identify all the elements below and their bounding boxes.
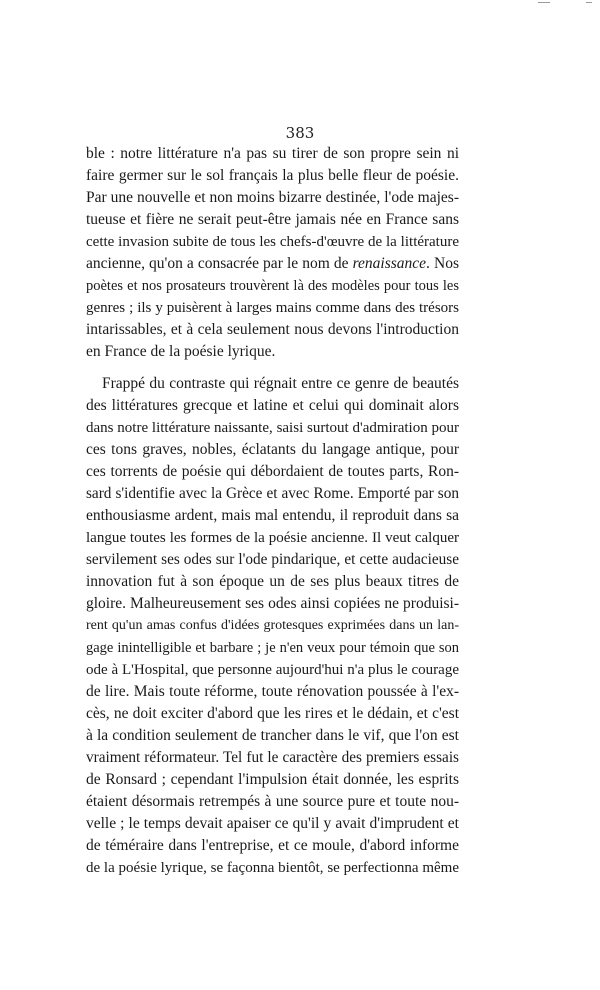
text-line: faire germer sur le sol français la plus belle fleur de poésie.	[86, 167, 459, 184]
text-line: rent qu'un amas confus d'idées grotesques exprimées dans un lan-	[86, 618, 459, 633]
text-line: enthousiasme ardent, mais mal entendu, il reproduit dans sa	[86, 507, 459, 524]
text-line: dans notre littérature naissante, saisi surtout d'admiration pour	[86, 420, 459, 436]
text-line: tueuse et fière ne serait peut-être jamais née en France sans	[86, 211, 459, 228]
text-line: innovation fut à son époque un de ses plus beaux titres de	[86, 573, 459, 590]
text-line: à la condition seulement de trancher dans le vif, que l'on est	[86, 727, 459, 744]
paragraph-2	[86, 373, 459, 879]
text-line: servilement ses odes sur l'ode pindarique, et cette audacieuse	[86, 551, 459, 568]
text-line: en France de la poésie lyrique.	[86, 343, 276, 360]
scan-edge-mark	[586, 2, 592, 3]
italic-term: renaissance	[352, 255, 427, 272]
text-line: vraiment réformateur. Tel fut le caractère des premiers essais	[86, 749, 459, 766]
text-line: ces tons graves, nobles, éclatants du langage antique, pour	[86, 441, 459, 458]
scan-edge-mark	[538, 2, 550, 3]
text-line: poètes et nos prosateurs trouvèrent là des modèles pour tous les	[86, 278, 459, 294]
text-line: ancienne, qu'on a consacrée par le nom de renaissance. Nos	[86, 255, 459, 272]
text-line: langue toutes les formes de la poésie ancienne. Il veut calquer	[86, 530, 459, 546]
body-text	[86, 143, 459, 879]
text-line: de Ronsard ; cependant l'impulsion était donnée, les esprits	[86, 771, 459, 788]
text-line: cette invasion subite de tous les chefs-d'œuvre de la littérature	[86, 234, 459, 250]
text-line: Par une nouvelle et non moins bizarre destinée, l'ode majes-	[86, 189, 459, 206]
text-line: Frappé du contraste qui régnait entre ce genre de beautés	[102, 375, 459, 392]
text-line: de téméraire dans l'entreprise, et ce moule, d'abord informe	[86, 837, 459, 854]
text-line: étaient désormais retrempés à une source pure et toute nou-	[86, 793, 459, 810]
text-line: cès, ne doit exciter d'abord que les rires et le dédain, et c'est	[86, 705, 459, 722]
text-line: ces torrents de poésie qui débordaient de toutes parts, Ron-	[86, 463, 459, 480]
paragraph-1	[86, 143, 459, 363]
text-line: des littératures grecque et latine et celui qui dominait alors	[86, 397, 459, 414]
paragraph-gap	[86, 363, 459, 373]
text-line: genres ; ils y puisèrent à larges mains comme dans des trésors	[86, 300, 459, 316]
text-line: velle ; le temps devait apaiser ce qu'il y avait d'imprudent et	[86, 815, 459, 832]
page-number: 383	[285, 124, 315, 142]
text-line: de la poésie lyrique, se façonna bientôt, se perfectionna même	[86, 860, 459, 876]
text-line: gloire. Malheureusement ses odes ainsi copiées ne produisi-	[86, 595, 459, 612]
text-line: intarissables, et à cela seulement nous devons l'introduction	[86, 321, 459, 338]
text-line: gage inintelligible et barbare ; je n'en veux pour témoin que son	[86, 640, 459, 656]
text-line: ble : notre littérature n'a pas su tirer de son propre sein ni	[86, 145, 459, 162]
text-line: ode à L'Hospital, que personne aujourd'hui n'a plus le courage	[86, 662, 459, 678]
text-line: sard s'identifie avec la Grèce et avec Rome. Emporté par son	[86, 485, 459, 502]
text-line: de lire. Mais toute réforme, toute rénovation poussée à l'ex-	[86, 683, 459, 700]
